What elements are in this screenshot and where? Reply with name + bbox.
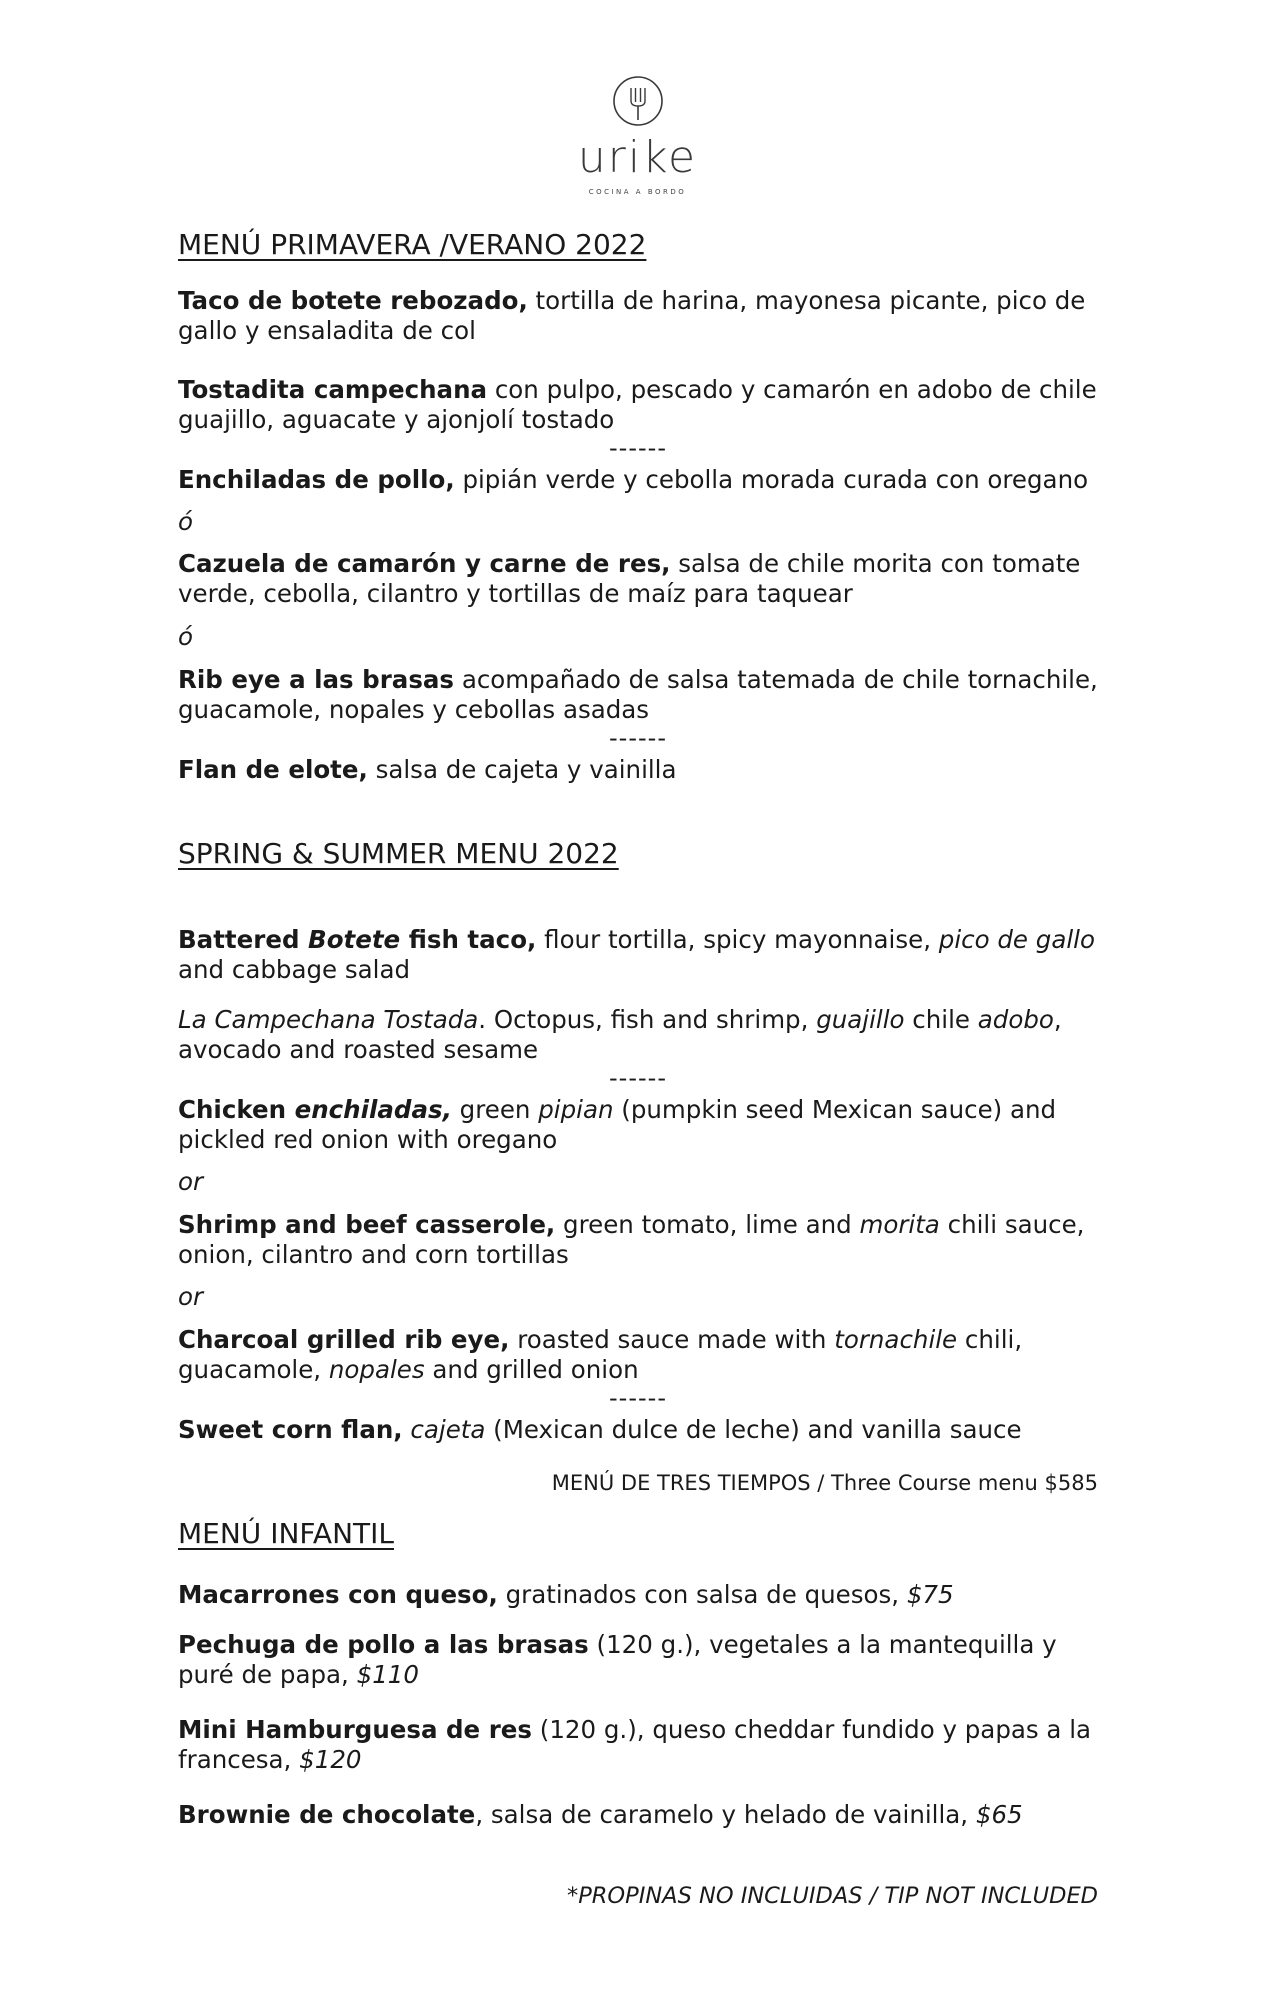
kids-item-pechuga-cont: puré de papa, $110 — [178, 1660, 419, 1689]
english-menu-title: SPRING & SUMMER MENU 2022 — [178, 837, 619, 870]
menu-item-grilled-rib-eye-cont: guacamole, nopales and grilled onion — [178, 1355, 639, 1384]
logo-tagline: COCINA A BORDO — [588, 188, 687, 196]
menu-item-grilled-rib-eye: Charcoal grilled rib eye, roasted sauce made with tornachile chili, — [178, 1325, 1023, 1354]
kids-item-macarrones: Macarrones con queso, gratinados con salsa de quesos, $75 — [178, 1580, 954, 1609]
menu-item-rib-eye: Rib eye a las brasas acompañado de salsa tatemada de chile tornachile, — [178, 665, 1098, 694]
spanish-menu-title: MENÚ PRIMAVERA /VERANO 2022 — [178, 228, 647, 261]
menu-item-cazuela-cont: verde, cebolla, cilantro y tortillas de maíz para taquear — [178, 579, 853, 608]
menu-item-taco-botete: Taco de botete rebozado, tortilla de harina, mayonesa picante, pico de — [178, 286, 1086, 315]
menu-item-fish-taco-cont: and cabbage salad — [178, 955, 411, 984]
menu-item-taco-botete-cont: gallo y ensaladita de col — [178, 316, 476, 345]
menu-item-chicken-enchiladas-cont: pickled red onion with oregano — [178, 1125, 558, 1154]
kids-item-hamburguesa: Mini Hamburguesa de res (120 g.), queso cheddar fundido y papas a la — [178, 1715, 1092, 1744]
or-label: or — [178, 1167, 204, 1196]
kids-item-hamburguesa-cont: francesa, $120 — [178, 1745, 362, 1774]
menu-item-corn-flan: Sweet corn flan, cajeta (Mexican dulce de leche) and vanilla sauce — [178, 1415, 1022, 1444]
three-course-price: MENÚ DE TRES TIEMPOS / Three Course menu $585 — [551, 1471, 1098, 1495]
menu-item-enchiladas: Enchiladas de pollo, pipián verde y cebolla morada curada con oregano — [178, 465, 1089, 494]
kids-menu-title: MENÚ INFANTIL — [178, 1517, 394, 1550]
kids-item-brownie: Brownie de chocolate, salsa de caramelo y helado de vainilla, $65 — [178, 1800, 1023, 1829]
menu-item-casserole: Shrimp and beef casserole, green tomato, lime and morita chili sauce, — [178, 1210, 1085, 1239]
menu-item-flan: Flan de elote, salsa de cajeta y vainilla — [178, 755, 677, 784]
or-label: ó — [178, 507, 193, 536]
menu-item-casserole-cont: onion, cilantro and corn tortillas — [178, 1240, 569, 1269]
course-separator: ------ — [609, 1064, 667, 1092]
menu-item-fish-taco: Battered Botete fish taco, flour tortilla, spicy mayonnaise, pico de gallo — [178, 925, 1095, 954]
course-separator: ------ — [609, 1384, 667, 1412]
menu-item-tostadita-cont: guajillo, aguacate y ajonjolí tostado — [178, 405, 615, 434]
logo-wordmark: urike — [577, 132, 698, 183]
menu-item-tostadita: Tostadita campechana con pulpo, pescado y camarón en adobo de chile — [178, 375, 1097, 404]
course-separator: ------ — [609, 724, 667, 752]
menu-item-chicken-enchiladas: Chicken enchiladas, green pipian (pumpkin seed Mexican sauce) and — [178, 1095, 1057, 1124]
tips-note: *PROPINAS NO INCLUIDAS / TIP NOT INCLUDED — [566, 1883, 1098, 1909]
course-separator: ------ — [609, 434, 667, 462]
fork-emblem-icon — [611, 74, 665, 128]
menu-item-tostada: La Campechana Tostada. Octopus, fish and shrimp, guajillo chile adobo, — [178, 1005, 1062, 1034]
or-label: ó — [178, 622, 193, 651]
or-label: or — [178, 1282, 204, 1311]
menu-item-tostada-cont: avocado and roasted sesame — [178, 1035, 539, 1064]
menu-item-rib-eye-cont: guacamole, nopales y cebollas asadas — [178, 695, 650, 724]
restaurant-logo — [0, 74, 1275, 196]
kids-item-pechuga: Pechuga de pollo a las brasas (120 g.), vegetales a la mantequilla y — [178, 1630, 1057, 1659]
menu-item-cazuela: Cazuela de camarón y carne de res, salsa de chile morita con tomate — [178, 549, 1081, 578]
